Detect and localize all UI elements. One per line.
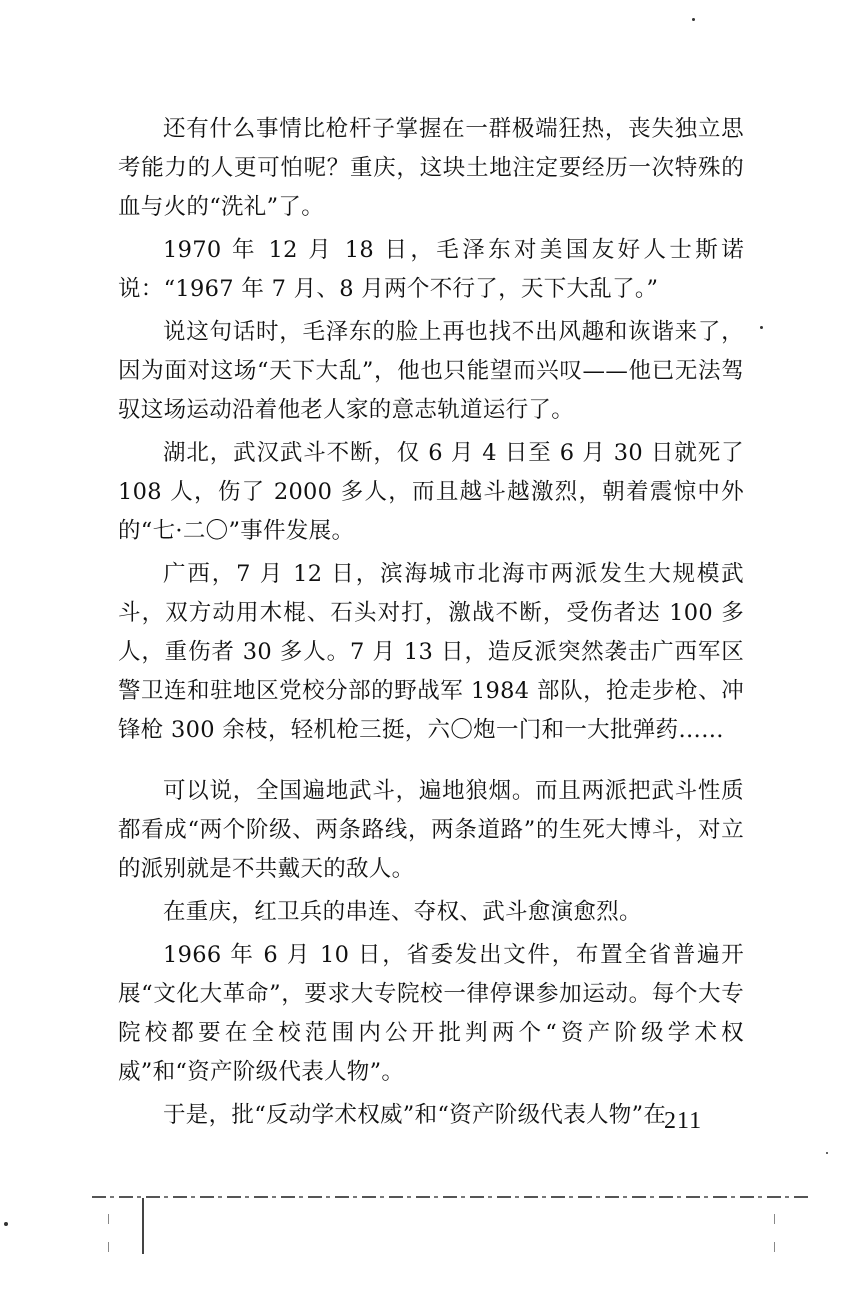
footer-tick: [108, 1214, 109, 1224]
body-text: [118, 110, 744, 1139]
scan-speck: [760, 326, 763, 329]
scan-speck: [692, 18, 695, 21]
paragraph: 广西，7 月 12 日，滨海城市北海市两派发生大规模武斗，双方动用木棍、石头对打，激战不断，受伤者达 100 多人，重伤者 30 多人。7 月 13 日，造反派突然袭击广西军区警卫连和驻地区党校分部的野战军 1984 部队，抢走步枪、冲锋枪 300 余枝，轻机枪三挺，六〇炮一门和一大批弹药……: [118, 561, 744, 743]
paragraph: 还有什么事情比枪杆子掌握在一群极端狂热，丧失独立思考能力的人更可怕呢？重庆，这块土地注定要经历一次特殊的血与火的“洗礼”了。: [118, 116, 744, 220]
paragraph: 可以说，全国遍地武斗，遍地狼烟。而且两派把武斗性质都看成“两个阶级、两条路线，两条道路”的生死大博斗，对立的派别就是不共戴天的敌人。: [118, 778, 744, 882]
paragraph: 说这句话时，毛泽东的脸上再也找不出风趣和诙谐来了，因为面对这场“天下大乱”，他也只能望而兴叹——他已无法驾驭这场运动沿着他老人家的意志轨道运行了。: [118, 319, 744, 423]
paragraph: 1970 年 12 月 18 日，毛泽东对美国友好人士斯诺说：“1967 年 7 月、8 月两个不行了，天下大乱了。”: [118, 237, 744, 302]
paragraph: 湖北，武汉武斗不断，仅 6 月 4 日至 6 月 30 日就死了 108 人，伤了 2000 多人，而且越斗越激烈，朝着震惊中外的“七·二〇”事件发展。: [118, 440, 744, 544]
scan-speck: [4, 1222, 8, 1226]
scan-speck: [826, 1152, 828, 1154]
footer-tick: [142, 1198, 144, 1254]
paragraph: 于是，批“反动学术权威”和“资产阶级代表人物”在: [163, 1102, 667, 1128]
paragraph: 1966 年 6 月 10 日，省委发出文件，布置全省普遍开展“文化大革命”，要求大专院校一律停课参加运动。每个大专院校都要在全校范围内公开批判两个“资产阶级学术权威”和“资产阶级代表人物”。: [118, 942, 744, 1085]
page-number: 211: [664, 1108, 703, 1134]
paragraph: 在重庆，红卫兵的串连、夺权、武斗愈演愈烈。: [163, 899, 642, 925]
footer-scan-line: [92, 1196, 812, 1198]
footer-tick: [108, 1242, 109, 1252]
footer-tick: [774, 1214, 775, 1224]
footer-tick: [774, 1242, 775, 1252]
